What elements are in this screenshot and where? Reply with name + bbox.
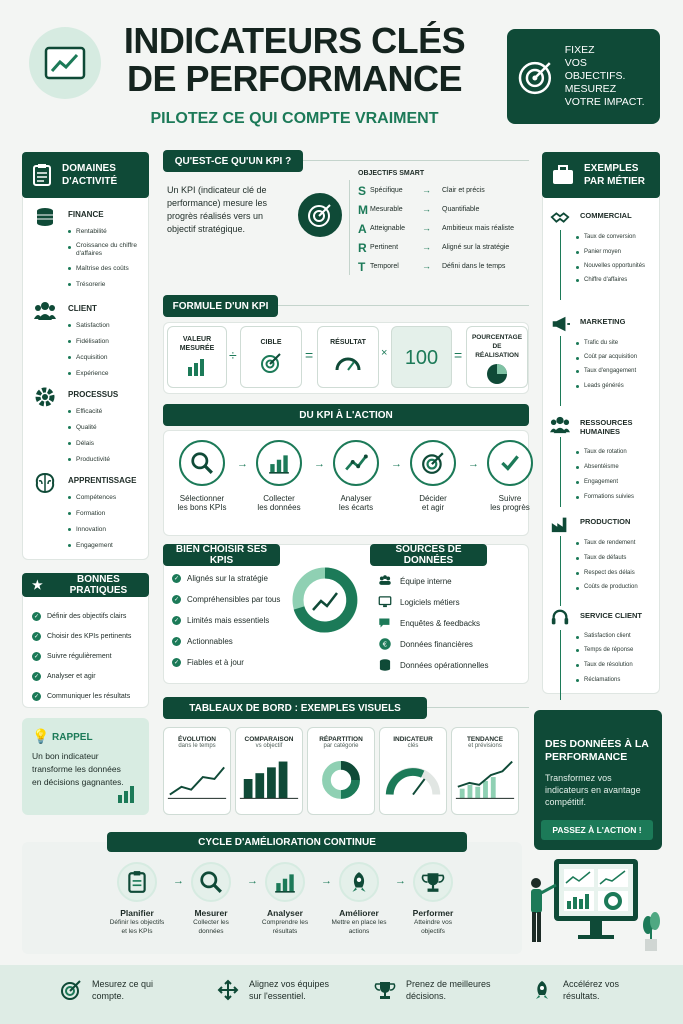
job-item: Formations suivies — [576, 490, 656, 505]
choose-donut — [290, 565, 360, 635]
coins-icon — [34, 206, 56, 228]
job-item: Respect des délais — [576, 566, 656, 581]
gear-icon — [34, 386, 56, 408]
cycle-header: CYCLE D'AMÉLIORATION CONTINUE — [107, 832, 467, 852]
job-name: PRODUCTION — [580, 517, 631, 526]
job-rail — [560, 230, 561, 300]
job-items — [576, 536, 656, 594]
dashboard-card-subtitle: dans le temps — [178, 743, 216, 749]
practice-label: Communiquer les résultats — [47, 693, 131, 700]
formula-divide: ÷ — [229, 347, 237, 363]
dashboard-card-title: RÉPARTITION — [319, 736, 363, 743]
footer-item — [60, 978, 200, 1002]
check-circle-icon: ✓ — [173, 660, 180, 666]
domain-item: Acquisition — [68, 350, 148, 366]
smart-word: Pertinent — [370, 244, 399, 251]
logo-circle — [29, 27, 101, 99]
source-item — [378, 658, 528, 672]
choose-label: Fiables et à jour — [187, 658, 244, 667]
bar-chart-icon — [186, 357, 208, 377]
arrow-right-icon: → — [314, 458, 325, 470]
choose-label: Actionnables — [187, 637, 233, 646]
smart-letter: M — [358, 203, 368, 217]
source-label: Équipe interne — [400, 576, 452, 586]
domain-name: PROCESSUS — [68, 390, 119, 399]
action-step-label: les données — [257, 503, 301, 512]
target-icon — [60, 979, 82, 1001]
practice-item — [32, 612, 147, 621]
cycle-step-desc: Collecter les données — [193, 919, 229, 935]
formula-pct-label: POURCENTAGE DE RÉALISATION — [471, 334, 523, 359]
cycle-step-desc: Atteindre vos objectifs — [414, 919, 452, 935]
smart-word: Spécifique — [370, 187, 403, 194]
domain-item: Qualité — [68, 420, 148, 436]
choose-item — [172, 574, 287, 583]
action-header: DU KPI À L'ACTION — [163, 404, 529, 426]
dashboard-card-subtitle: vs objectif — [255, 743, 283, 749]
badge-line: VOS OBJECTIFS. — [564, 57, 626, 82]
smart-desc: Quantifiable — [442, 206, 480, 213]
arrow-right-icon: → — [422, 204, 431, 214]
lightbulb-icon: 💡 — [32, 728, 50, 744]
action-step-label: les progrès — [490, 503, 530, 512]
chat-icon — [378, 616, 392, 630]
job-item: Réclamations — [576, 673, 656, 688]
cycle-step-desc: Définir les objectifs et les KPIs — [109, 919, 165, 935]
domain-name: CLIENT — [68, 304, 97, 313]
header-badge — [507, 29, 660, 124]
divider — [303, 160, 529, 161]
action-step-label: et agir — [421, 503, 445, 512]
job-item: Satisfaction client — [576, 630, 656, 643]
dashboard-card — [307, 727, 375, 815]
domain-item: Maîtrise des coûts — [68, 261, 148, 277]
check-circle-icon: ✓ — [33, 674, 40, 680]
target-icon — [307, 202, 333, 228]
formula-target-label: CIBLE — [260, 339, 282, 346]
domains-header — [22, 152, 149, 198]
promo-title: DES DONNÉES À LA PERFORMANCE — [545, 738, 649, 763]
domain-item: Croissance du chiffre d'affaires — [68, 240, 148, 261]
jobs-title: EXEMPLES — [584, 163, 639, 174]
pie-icon — [486, 363, 508, 385]
action-step-label: Décider — [419, 494, 447, 503]
mini-chart — [164, 755, 230, 803]
arrow-right-icon: → — [173, 875, 184, 887]
action-step-label: Analyser — [340, 494, 372, 503]
formula-header: FORMULE D'UN KPI — [163, 295, 278, 317]
cycle-step-title: Performer — [412, 908, 454, 918]
star-icon: ★ — [32, 578, 43, 592]
job-item: Trafic du site — [576, 336, 656, 351]
smart-letter: A — [358, 222, 367, 236]
dashboard-card-subtitle: par catégorie — [323, 743, 359, 749]
factory-icon — [550, 514, 570, 534]
domain-item: Délais — [68, 436, 148, 452]
bar-chart-icon — [116, 782, 138, 804]
cycle-step — [327, 862, 391, 936]
action-step-label: les écarts — [338, 503, 374, 512]
formula-target-box — [240, 326, 302, 388]
mini-chart — [380, 755, 446, 803]
source-label: Enquêtes & feedbacks — [400, 618, 481, 628]
practices-title: BONNES PRATIQUES — [69, 574, 128, 596]
domain-items — [68, 318, 148, 382]
choose-label: Alignés sur la stratégie — [187, 574, 268, 583]
target-icon — [421, 451, 445, 475]
job-item: Coûts de production — [576, 581, 656, 594]
choose-header: BIEN CHOISIR SES KPIS — [163, 544, 280, 566]
clipboard-icon — [32, 163, 52, 187]
arrow-right-icon: → — [237, 458, 248, 470]
action-step-circle — [487, 440, 533, 486]
rocket-icon — [347, 870, 371, 894]
cycle-step — [253, 862, 317, 936]
action-step — [480, 440, 540, 512]
source-label: Logiciels métiers — [400, 597, 460, 607]
action-step — [326, 440, 386, 512]
formula-result-box — [317, 326, 379, 388]
target-icon — [517, 58, 555, 96]
monitor-icon — [378, 595, 392, 609]
domain-item: Fidélisation — [68, 334, 148, 350]
source-item — [378, 574, 528, 588]
job-rail — [560, 336, 561, 406]
practice-item — [32, 632, 147, 641]
page-subtitle: PILOTEZ CE QUI COMPTE VRAIMENT — [150, 110, 439, 127]
gauge-icon — [334, 354, 362, 372]
dashboard-card — [235, 727, 303, 815]
source-item — [378, 616, 528, 630]
job-item: Taux de rotation — [576, 445, 656, 460]
source-label: Données opérationnelles — [400, 660, 489, 670]
mini-chart — [452, 755, 518, 803]
jobs-header — [542, 152, 660, 198]
job-item: Taux de conversion — [576, 230, 656, 245]
divider — [278, 305, 529, 306]
arrow-right-icon: → — [247, 875, 258, 887]
action-step-label: Sélectionner — [179, 494, 225, 503]
dashboard-card-subtitle: clés — [407, 743, 419, 749]
briefcase-icon — [552, 165, 574, 185]
domain-name: FINANCE — [68, 210, 104, 219]
arrow-right-icon: → — [395, 875, 406, 887]
cycle-step — [401, 862, 465, 936]
dashboard-card — [379, 727, 447, 815]
cycle-step — [105, 862, 169, 936]
search-icon — [199, 870, 223, 894]
team-icon — [378, 574, 392, 588]
trophy-icon — [374, 979, 396, 1001]
footer-item — [217, 978, 357, 1002]
trophy-icon — [421, 870, 445, 894]
job-item: Taux de rendement — [576, 536, 656, 551]
reminder-title: RAPPEL — [52, 732, 93, 743]
line-chart-icon — [344, 451, 368, 475]
domain-item: Trésorerie — [68, 277, 148, 293]
job-item: Engagement — [576, 475, 656, 490]
job-items — [576, 445, 656, 505]
reminder-text: Un bon indicateur transforme les données en décisions gagnantes. — [32, 751, 124, 787]
smart-title: OBJECTIFS SMART — [358, 170, 425, 177]
action-step — [403, 440, 463, 512]
dashboards-header: TABLEAUX DE BORD : EXEMPLES VISUELS — [163, 697, 427, 719]
footer-text: Accélérez vos résultats. — [563, 979, 620, 1001]
megaphone-icon — [550, 314, 570, 334]
title-line-1: INDICATEURS CLÉS — [123, 20, 466, 61]
domain-item: Rentabilité — [68, 224, 148, 240]
chart-board-icon — [44, 46, 86, 80]
job-item: Absentéisme — [576, 460, 656, 475]
domains-title: D'ACTIVITÉ — [62, 176, 118, 187]
smart-word: Mesurable — [370, 206, 403, 213]
source-label: Données financières — [400, 639, 473, 649]
arrow-right-icon: → — [422, 185, 431, 195]
action-step-circle — [333, 440, 379, 486]
arrow-right-icon: → — [422, 223, 431, 233]
job-rail — [560, 630, 561, 700]
arrow-right-icon: → — [391, 458, 402, 470]
jobs-title: PAR MÉTIER — [584, 176, 645, 187]
cycle-step-circle — [413, 862, 453, 902]
footer-text: Mesurez ce qui compte. — [92, 979, 154, 1001]
domain-item: Innovation — [68, 522, 148, 538]
check-circle-icon: ✓ — [33, 634, 40, 640]
choose-label: Limités mais essentiels — [187, 616, 270, 625]
smart-bracket — [349, 180, 350, 275]
choose-item — [172, 616, 287, 625]
practices-header — [22, 573, 149, 597]
action-step — [249, 440, 309, 512]
check-circle-icon: ✓ — [33, 614, 40, 620]
arrow-right-icon: → — [422, 261, 431, 271]
smart-desc: Clair et précis — [442, 187, 485, 194]
formula-equals: = — [305, 347, 314, 363]
domain-item: Engagement — [68, 538, 148, 554]
action-step-circle — [179, 440, 225, 486]
dashboard-card — [163, 727, 231, 815]
dashboard-card — [451, 727, 519, 815]
badge-line: VOTRE IMPACT. — [564, 96, 645, 108]
check-circle-icon: ✓ — [33, 654, 40, 660]
formula-value-label: VALEUR MESURÉE — [179, 336, 215, 352]
smart-desc: Aligné sur la stratégie — [442, 244, 510, 251]
what-target — [298, 193, 342, 237]
choose-item — [172, 658, 287, 667]
formula-value-box — [167, 326, 227, 388]
job-item: Coût par acquisition — [576, 351, 656, 364]
bar-chart-icon — [273, 870, 297, 894]
dashboard-card-title: TENDANCE — [466, 736, 504, 743]
mini-chart — [236, 755, 302, 803]
practice-label: Suivre régulièrement — [47, 653, 112, 660]
practice-label: Définir des objectifs clairs — [47, 613, 127, 620]
promo-button[interactable]: PASSEZ À L'ACTION ! — [541, 820, 653, 840]
cycle-step-title: Planifier — [120, 908, 154, 918]
check-circle-icon: ✓ — [173, 597, 180, 603]
promo-text: Transformez vos indicateurs en avantage compétitif. — [545, 773, 641, 807]
dashboard-card-title: INDICATEUR — [393, 736, 433, 743]
formula-times: × — [381, 347, 388, 359]
job-name: SERVICE CLIENT — [580, 611, 642, 620]
smart-row — [358, 184, 528, 198]
dashboard-card-title: COMPARAISON — [244, 736, 294, 743]
handshake-icon — [550, 208, 570, 228]
footer-text: Prenez de meilleures décisions. — [406, 979, 491, 1001]
action-step-circle — [410, 440, 456, 486]
domain-item: Compétences — [68, 490, 148, 506]
check-circle-icon: ✓ — [173, 576, 180, 582]
job-rail — [560, 437, 561, 507]
domain-item: Formation — [68, 506, 148, 522]
job-item: Nouvelles opportunités — [576, 260, 656, 273]
dashboard-card-title: ÉVOLUTION — [178, 736, 216, 743]
sources-header: SOURCES DE DONNÉES — [370, 544, 487, 566]
job-name: RESSOURCES HUMAINES — [580, 418, 633, 436]
domain-items — [68, 404, 148, 468]
smart-desc: Ambitieux mais réaliste — [442, 225, 514, 232]
check-circle-icon: ✓ — [173, 618, 180, 624]
title-line-2: DE PERFORMANCE — [126, 58, 463, 99]
headset-icon — [550, 608, 570, 628]
people-icon — [34, 300, 56, 322]
brain-icon — [34, 472, 56, 494]
formula-pct-box — [466, 326, 528, 388]
job-name: COMMERCIAL — [580, 211, 632, 220]
smart-letter: T — [358, 260, 366, 274]
bar-chart-icon — [267, 451, 291, 475]
smart-row — [358, 222, 528, 236]
divider — [427, 707, 529, 708]
arrow-right-icon: → — [468, 458, 479, 470]
domain-name: APPRENTISSAGE — [68, 476, 137, 485]
domain-item: Productivité — [68, 452, 148, 468]
cycle-step-desc: Comprendre les résultats — [261, 919, 309, 935]
smart-letter: S — [358, 184, 367, 198]
practice-item — [32, 652, 147, 661]
target-icon — [260, 352, 282, 374]
smart-word: Atteignable — [370, 225, 406, 232]
job-item: Taux de défauts — [576, 551, 656, 566]
cycle-step-circle — [265, 862, 305, 902]
source-item — [378, 595, 528, 609]
practice-label: Analyser et agir — [47, 673, 96, 680]
job-item: Panier moyen — [576, 245, 656, 260]
footer-text: Alignez vos équipes sur l'essentiel. — [249, 979, 330, 1001]
check-circle-icon: ✓ — [33, 694, 40, 700]
practice-item — [32, 672, 147, 681]
job-item: Leads générés — [576, 379, 656, 394]
cycle-step — [179, 862, 243, 936]
search-icon — [190, 451, 214, 475]
job-item: Chiffre d'affaires — [576, 273, 656, 288]
arrow-right-icon: → — [321, 875, 332, 887]
badge-line: MESUREZ — [564, 83, 617, 95]
action-step-circle — [256, 440, 302, 486]
svg-text:€: € — [382, 640, 388, 649]
practice-item — [32, 692, 147, 701]
job-item: Taux d'engagement — [576, 364, 656, 379]
formula-hundred-box — [391, 326, 452, 388]
smart-row — [358, 260, 528, 274]
cycle-step-circle — [191, 862, 231, 902]
job-item: Temps de réponse — [576, 643, 656, 658]
arrow-right-icon: → — [422, 242, 431, 252]
cycle-step-title: Mesurer — [194, 908, 228, 918]
smart-row — [358, 203, 528, 217]
footer-item — [531, 978, 671, 1002]
formula-result-label: RÉSULTAT — [330, 339, 366, 346]
choose-label: Compréhensibles par tous — [187, 595, 281, 604]
domain-item: Expérience — [68, 366, 148, 382]
domains-title: DOMAINES — [62, 163, 116, 174]
domain-item: Efficacité — [68, 404, 148, 420]
smart-letter: R — [358, 241, 367, 255]
smart-word: Temporel — [370, 263, 399, 270]
job-item: Taux de résolution — [576, 658, 656, 673]
people-icon — [550, 415, 570, 435]
choose-item — [172, 637, 287, 646]
mini-chart — [308, 755, 374, 803]
job-items — [576, 230, 656, 288]
action-step-label: Collecter — [263, 494, 295, 503]
trend-icon — [313, 593, 337, 610]
formula-hundred: 100 — [404, 347, 439, 369]
footer-item — [374, 978, 514, 1002]
cycle-step-circle — [339, 862, 379, 902]
action-step — [172, 440, 232, 512]
domain-item: Satisfaction — [68, 318, 148, 334]
action-step-label: Suivre — [498, 494, 522, 503]
job-items — [576, 336, 656, 394]
source-item — [378, 637, 528, 651]
job-rail — [560, 536, 561, 606]
dashboard-card-subtitle: et prévisions — [468, 743, 502, 749]
database-icon — [378, 658, 392, 672]
cycle-step-circle — [117, 862, 157, 902]
cycle-step-title: Améliorer — [339, 908, 379, 918]
smart-row — [358, 241, 528, 255]
cycle-step-desc: Mettre en place les actions — [331, 919, 387, 935]
job-items — [576, 630, 656, 688]
rocket-icon — [531, 979, 553, 1001]
dashboard-illustration — [526, 855, 666, 955]
formula-equals-2: = — [454, 347, 463, 363]
badge-line: FIXEZ — [564, 44, 595, 56]
cycle-step-title: Analyser — [267, 908, 303, 918]
action-step-label: les bons KPIs — [177, 503, 227, 512]
smart-desc: Défini dans le temps — [442, 263, 506, 270]
clipboard-icon — [125, 870, 149, 894]
what-header: QU'EST-CE QU'UN KPI ? — [163, 150, 303, 172]
check-circle-icon: ✓ — [173, 639, 180, 645]
job-name: MARKETING — [580, 317, 626, 326]
page-title — [112, 22, 477, 98]
check-icon — [498, 451, 522, 475]
move-icon — [217, 979, 239, 1001]
domain-items — [68, 224, 148, 293]
practice-label: Choisir des KPIs pertinents — [47, 633, 132, 640]
domain-items — [68, 490, 148, 554]
currency-icon — [378, 637, 392, 651]
what-text: Un KPI (indicateur clé de performance) mesure les progrès réalisés vers un objectif stratégique. — [167, 185, 268, 234]
choose-item — [172, 595, 287, 604]
